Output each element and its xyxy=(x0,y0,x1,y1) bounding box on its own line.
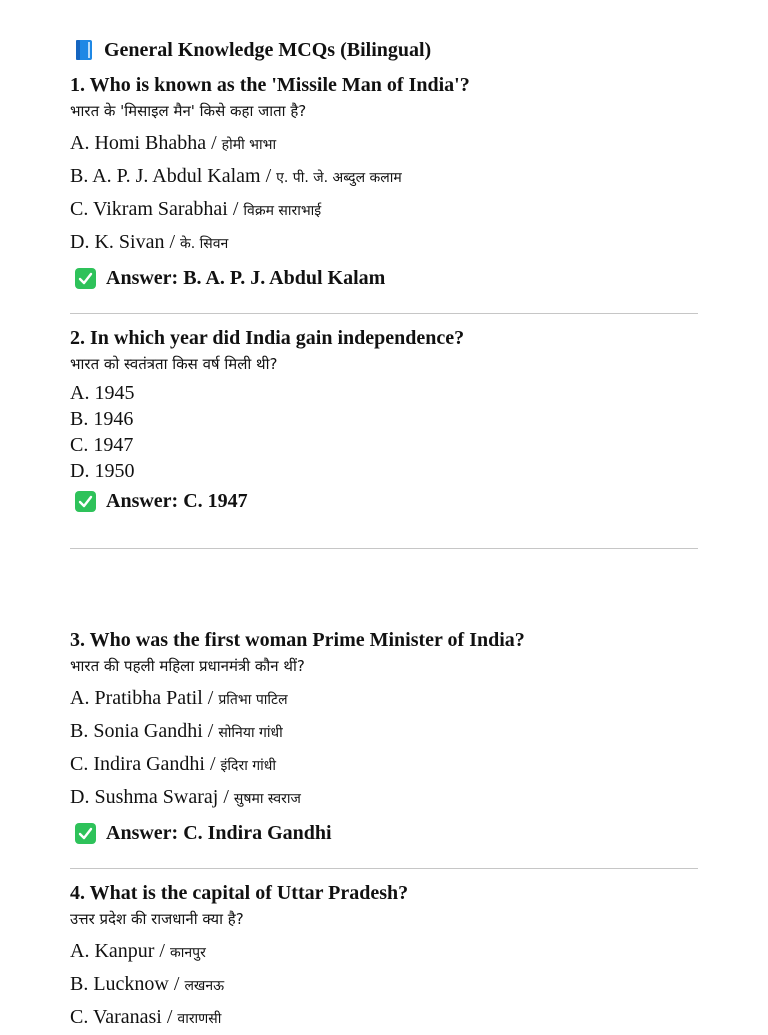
question-1 xyxy=(70,72,700,292)
question-hindi: भारत को स्वतंत्रता किस वर्ष मिली थी? xyxy=(70,355,278,373)
option-b: B. 1946 xyxy=(70,408,134,430)
option-b: B. A. P. J. Abdul Kalam / ए. पी. जे. अब्दुल कलाम xyxy=(70,165,402,187)
check-mark-icon xyxy=(75,491,96,512)
option-d: D. K. Sivan / के. सिवन xyxy=(70,231,229,253)
page-title xyxy=(74,36,431,64)
divider xyxy=(70,313,698,314)
option-a: A. Homi Bhabha / होमी भाभा xyxy=(70,132,277,154)
option-a: A. 1945 xyxy=(70,382,135,404)
option-b: B. Lucknow / लखनऊ xyxy=(70,973,225,995)
question-title: 3. Who was the first woman Prime Minister of India? xyxy=(70,629,525,651)
option-c: C. Indira Gandhi / इंदिरा गांधी xyxy=(70,753,277,775)
question-hindi: भारत की पहली महिला प्रधानमंत्री कौन थीं? xyxy=(70,657,305,675)
option-a: A. Kanpur / कानपुर xyxy=(70,940,206,962)
page-title-text: General Knowledge MCQs (Bilingual) xyxy=(104,39,432,61)
question-title: 4. What is the capital of Uttar Pradesh? xyxy=(70,882,409,904)
answer-text: Answer: C. Indira Gandhi xyxy=(106,822,332,844)
answer-text: Answer: B. A. P. J. Abdul Kalam xyxy=(106,267,386,289)
option-b: B. Sonia Gandhi / सोनिया गांधी xyxy=(70,720,283,742)
option-d: D. 1950 xyxy=(70,460,135,482)
question-hindi: उत्तर प्रदेश की राजधानी क्या है? xyxy=(70,910,244,928)
answer-text: Answer: C. 1947 xyxy=(106,490,248,512)
check-mark-icon xyxy=(75,268,96,289)
question-title: 2. In which year did India gain independence? xyxy=(70,327,465,349)
question-3 xyxy=(70,627,700,847)
option-c: C. Varanasi / वाराणसी xyxy=(70,1006,222,1028)
option-c: C. 1947 xyxy=(70,434,134,456)
answer xyxy=(70,487,700,515)
question-title: 1. Who is known as the 'Missile Man of India'? xyxy=(70,74,470,96)
answer xyxy=(70,819,700,847)
answer xyxy=(70,264,700,292)
option-a: A. Pratibha Patil / प्रतिभा पाटिल xyxy=(70,687,288,709)
divider xyxy=(70,548,698,549)
option-d: D. Sushma Swaraj / सुषमा स्वराज xyxy=(70,786,301,808)
question-4 xyxy=(70,880,700,1035)
check-mark-icon xyxy=(75,823,96,844)
question-2 xyxy=(70,325,700,515)
divider xyxy=(70,868,698,869)
option-c: C. Vikram Sarabhai / विक्रम साराभाई xyxy=(70,198,322,220)
book-icon xyxy=(74,39,94,61)
question-hindi: भारत के 'मिसाइल मैन' किसे कहा जाता है? xyxy=(70,102,307,120)
